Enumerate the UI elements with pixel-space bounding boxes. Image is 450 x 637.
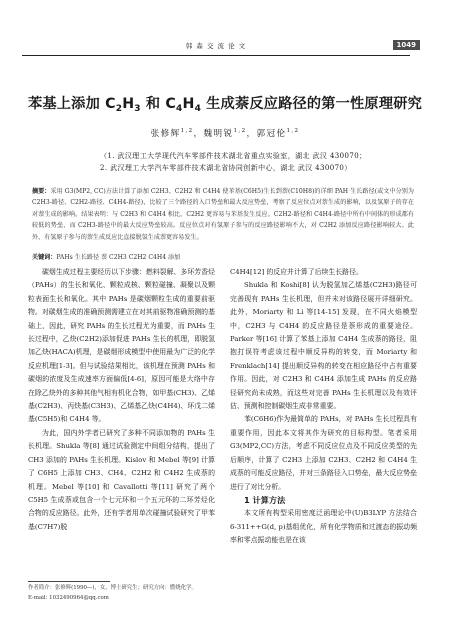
abstract-text: 采用 G3(MP2, CC)方法计算了添加 C2H3、C2H2 和 C4H4 使苯基(C6H5)生长到萘(C10H8)的详细 PAH 生长路径(或文中分别为 C2H3-路径、C2H2-路径、C4H4-路径)，比较了三个路径的入口势垒和最大反应势垒，考察了反应位点对萘生成的影响，以及氢原子的存在对萘生成的影响。结果表明：与 C2H3 和 C4H4 相比，C2H2 更容易与苯基发生反应。C2H2-路径和 C4H4-路径中所有中间体的形成都有较低的势垒，而 C2H3-路径中的最大反应势垒较高。反应位点对有氢原子参与的反应路径影响不大，对 C2H2 添加反应路径影响较大。此外，有氢原子参与的萘生成反应比直接脱氢生成萘更容易发生。: [32, 188, 415, 241]
affiliation-1: （1. 武汉理工大学现代汽车零部件技术湖北省重点实验室，湖北 武汉 430070；: [100, 152, 367, 160]
email-footnote: E-mail: 1032490964@qq.com: [28, 595, 109, 601]
journal-name: 韩 森 交 流 论 文: [185, 42, 247, 50]
body-paragraph: 碳烟生成过程主要经历以下步骤：燃料裂解、多环芳香烃（PAHs）的生长和氧化、颗粒成核、颗粒碰撞、凝聚以及颗粒表面生长和氧化。其中 PAHs 是碳烟颗粒生成的重要前驱物。对碳烟生成的准确预测需建立在对其前驱物准确预测的基础上，因此，研究 PAHs 的生长过程尤为重要，而 PAHs 生长过程中，乙炔(C2H2)添加促进 PAHs 生长的机理，即脱氢加乙炔(HACA)机理，是碳烟形成模型中使用最为广泛的化学反应机理[1-3]。但与试验结果相比，该机理在预测 PAHs 和碳烟的浓度及生成速率方面偏低[4-6]，原因可能是大络中存在除乙炔外的多种其他气相有机化合物，如甲基(CH3)、乙烯基(C2H3)、丙炔基(C3H3)、乙烯基乙炔(C4H4)、环戊二烯基(C5H5)和 C4H4 等。: [28, 268, 215, 424]
body-paragraph: C4H4[12] 的反应并计算了后续生长路径。: [230, 268, 363, 276]
paper-title: 苯基上添加 $C_2H_3$ 和 $C_4H_4$ 生成萘反应路径的第一性原理研究: [28, 96, 422, 114]
keywords-text: PAHs 生长路径 萘 C2H3 C2H2 C4H4 添加: [56, 254, 181, 261]
body-paragraph: 为此，国内外学者已研究了多种不同添加物的 PAHs 生长机理。Shukla 等[8] 通过试验测定中间组分结构，提出了 CH3 添加的 PAHs 生长机理。Kislov 和 Mebel 等[9] 计算了 C6H5 上添加 CH3、CH4、C2H2 和 C4H2 生成萘的机理。Mebel 等[10] 和 Cavallotti 等[11] 研究了两个 C5H5 生成萘或包含一个七元环和一个五元环的二环芳烃化合物的反应路径。此外，还有学者用单次碰撞试验研究了甲苯基(C7H7)脱: [28, 428, 215, 531]
body-paragraph: 本文所有构型采用密度泛函理论中(U)B3LYP 方法结合 6-311++G(d, p)基组优化，所有化学物质和过渡态的振动频率和零点振动能也是在该: [230, 509, 417, 545]
body-paragraph: Shukla 和 Koshi[8] 认为脱氢加乙烯基(C2H3)路径可完善现有 PAHs 生长机理，但并未对该路径展开详细研究。此外，Moriarty 和 Li 等[14-15] 发现，在不同火焰模型中，C2H3 与 C4H4 的反应路径是萘形成的重要途径。Parker 等[16] 计算了苯基上添加 C4H4 生成萘的路径，阻抱打误符考虑该过程中顺反异构的转变，而 Moriarty 和 Frenklach[14] 提出顺反异构的转变在相应路径中占有重要作用。因此，对 C2H3 和 C4H4 添加生成 PAHs 的反应路径研究尚未成熟，而这些对完善 PAHs 生长机理以及有效评估、预测和控制碳烟生成非常重要。: [230, 281, 417, 411]
body-paragraph: 苯(C6H6)作为最简单的 PAHs，对 PAHs 生长过程具有重要作用，因此本文将其作为研究的目标构型。笔者采用 G3(MP2,CC)方法，考虑不同反应位点及不同反应类型的先后顺序，计算了 C2H3 上添加 C2H3、C2H2 和 C4H4 生成萘的可能反应路径，并对三条路径入口势垒，最大反应势垒进行了对比分析。: [230, 415, 417, 491]
author-footnote: 作者简介：张修辉(1990—)，女，博士研究生；研究方向：燃烧化学。: [28, 585, 197, 591]
footnote-divider: [28, 581, 110, 582]
body-column-right: [230, 266, 417, 548]
running-header: [22, 41, 416, 56]
keywords-label: 关键词：: [32, 254, 57, 261]
keywords: [32, 252, 414, 261]
author-list: 张修辉$^{1,2}$，魏明锐$^{1,2}$，郭冠伦$^{1,2}$: [150, 128, 300, 139]
body-column-left: [28, 266, 215, 534]
page-number: 1049: [393, 40, 420, 50]
abstract-label: 摘要：: [32, 188, 51, 195]
affiliation-2: 2. 武汉理工大学汽车零部件技术湖北省协同创新中心，湖北 武汉 430070）: [100, 164, 352, 172]
abstract: [32, 186, 414, 243]
section-heading: 1 计算方法: [244, 494, 286, 505]
